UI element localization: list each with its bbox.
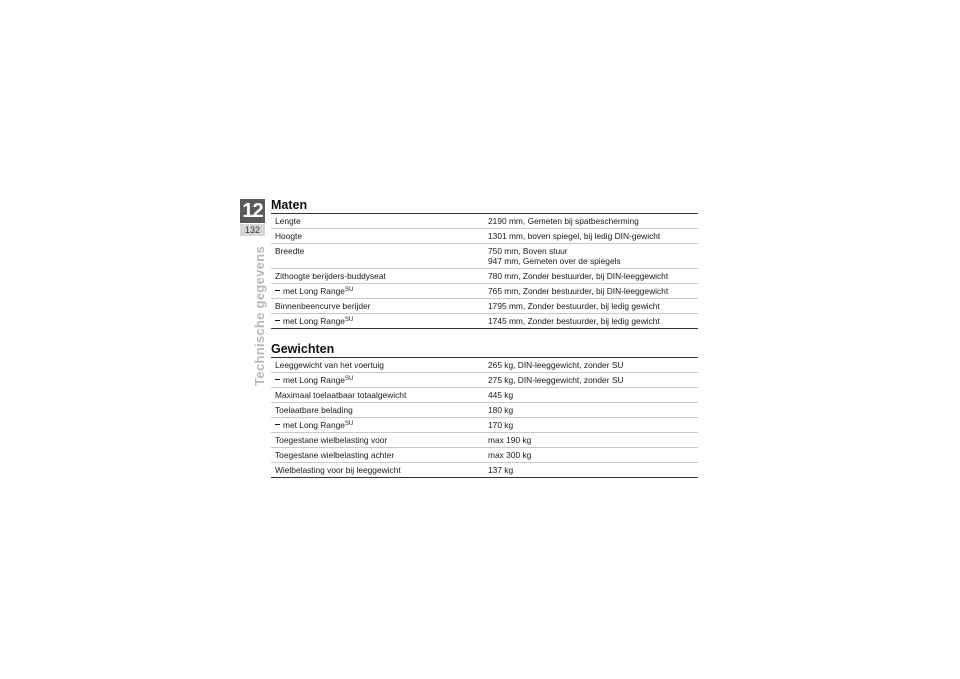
spec-label <box>271 373 484 388</box>
spec-value <box>484 314 698 329</box>
gewichten-section <box>271 341 698 478</box>
spec-label-text: Zithoogte berijders-buddyseat <box>275 271 386 281</box>
spec-label <box>271 244 484 269</box>
spec-value-line: 275 kg, DIN-leeggewicht, zonder SU <box>488 375 624 385</box>
spec-value <box>484 418 698 433</box>
table-row <box>271 299 698 314</box>
optional-equipment-marker: SU <box>344 317 354 323</box>
spec-value <box>484 214 698 229</box>
table-row <box>271 418 698 433</box>
table-row <box>271 433 698 448</box>
spec-value-line: max 190 kg <box>488 435 532 445</box>
table-row <box>271 269 698 284</box>
sub-item-dash <box>275 290 280 291</box>
spec-label-text: Binnenbeencurve berijder <box>275 301 371 311</box>
table-row <box>271 463 698 478</box>
spec-value <box>484 229 698 244</box>
spec-value <box>484 244 698 269</box>
optional-equipment-marker: SU <box>344 287 354 293</box>
spec-label-text: Breedte <box>275 246 305 256</box>
maten-table <box>271 213 698 329</box>
spec-label-text: Toegestane wielbelasting achter <box>275 450 395 460</box>
optional-equipment-marker: SU <box>344 421 354 427</box>
spec-value-line: max 300 kg <box>488 450 532 460</box>
spec-label <box>271 388 484 403</box>
spec-value-line: 780 mm, Zonder bestuurder, bij DIN-leeggewicht <box>488 271 669 281</box>
spec-value <box>484 448 698 463</box>
spec-value-line: 765 mm, Zonder bestuurder, bij DIN-leeggewicht <box>488 286 669 296</box>
spec-value <box>484 463 698 478</box>
spec-value-line: 180 kg <box>488 405 514 415</box>
optional-equipment-marker: SU <box>344 376 354 382</box>
spec-label-text: met Long Range <box>283 375 345 385</box>
spec-value-line: 170 kg <box>488 420 514 430</box>
table-row <box>271 229 698 244</box>
spec-value <box>484 299 698 314</box>
spec-label-text: Lengte <box>275 216 301 226</box>
spec-value-line: 750 mm, Boven stuur <box>488 246 568 256</box>
spec-label <box>271 418 484 433</box>
table-row <box>271 403 698 418</box>
table-row <box>271 448 698 463</box>
table-row <box>271 388 698 403</box>
spec-value-line: 265 kg, DIN-leeggewicht, zonder SU <box>488 360 624 370</box>
spec-label <box>271 314 484 329</box>
spec-value <box>484 373 698 388</box>
spec-value-line: 1301 mm, boven spiegel, bij ledig DIN-gewicht <box>488 231 661 241</box>
chapter-number: 12 <box>240 199 265 223</box>
spec-value-line: 1745 mm, Zonder bestuurder, bij ledig gewicht <box>488 316 660 326</box>
spec-label-text: met Long Range <box>283 420 345 430</box>
sub-item-dash <box>275 320 280 321</box>
gewichten-table <box>271 357 698 478</box>
table-row <box>271 314 698 329</box>
spec-label-text: Leeggewicht van het voertuig <box>275 360 384 370</box>
spec-label <box>271 358 484 373</box>
gewichten-title: Gewichten <box>271 342 335 356</box>
table-row <box>271 373 698 388</box>
chapter-marker <box>240 199 265 237</box>
spec-value <box>484 269 698 284</box>
chapter-side-title: Technische gegevens <box>252 246 267 386</box>
spec-value <box>484 358 698 373</box>
spec-label-text: Maximaal toelaatbaar totaalgewicht <box>275 390 407 400</box>
spec-label-text: met Long Range <box>283 286 345 296</box>
spec-label <box>271 269 484 284</box>
table-row <box>271 284 698 299</box>
maten-title: Maten <box>271 198 308 212</box>
spec-label-text: Toegestane wielbelasting voor <box>275 435 388 445</box>
table-row <box>271 214 698 229</box>
sub-item-dash <box>275 424 280 425</box>
spec-label-text: Toelaatbare belading <box>275 405 353 415</box>
spec-value-line: 137 kg <box>488 465 514 475</box>
spec-value <box>484 433 698 448</box>
spec-value <box>484 284 698 299</box>
spec-value-line: 947 mm, Gemeten over de spiegels <box>488 256 621 266</box>
spec-value-line: 445 kg <box>488 390 514 400</box>
spec-label <box>271 448 484 463</box>
spec-label-text: met Long Range <box>283 316 345 326</box>
spec-label-text: Hoogte <box>275 231 303 241</box>
spec-label-text: Wielbelasting voor bij leeggewicht <box>275 465 401 475</box>
page-number: 132 <box>240 224 265 236</box>
table-row <box>271 244 698 269</box>
spec-label <box>271 214 484 229</box>
spec-label <box>271 299 484 314</box>
spec-label <box>271 463 484 478</box>
maten-section <box>271 197 698 329</box>
table-row <box>271 358 698 373</box>
spec-label <box>271 433 484 448</box>
spec-value-line: 1795 mm, Zonder bestuurder, bij ledig gewicht <box>488 301 660 311</box>
spec-label <box>271 403 484 418</box>
spec-value-line: 2190 mm, Gemeten bij spatbescherming <box>488 216 639 226</box>
spec-value <box>484 403 698 418</box>
spec-value <box>484 388 698 403</box>
spec-label <box>271 284 484 299</box>
sub-item-dash <box>275 379 280 380</box>
spec-label <box>271 229 484 244</box>
